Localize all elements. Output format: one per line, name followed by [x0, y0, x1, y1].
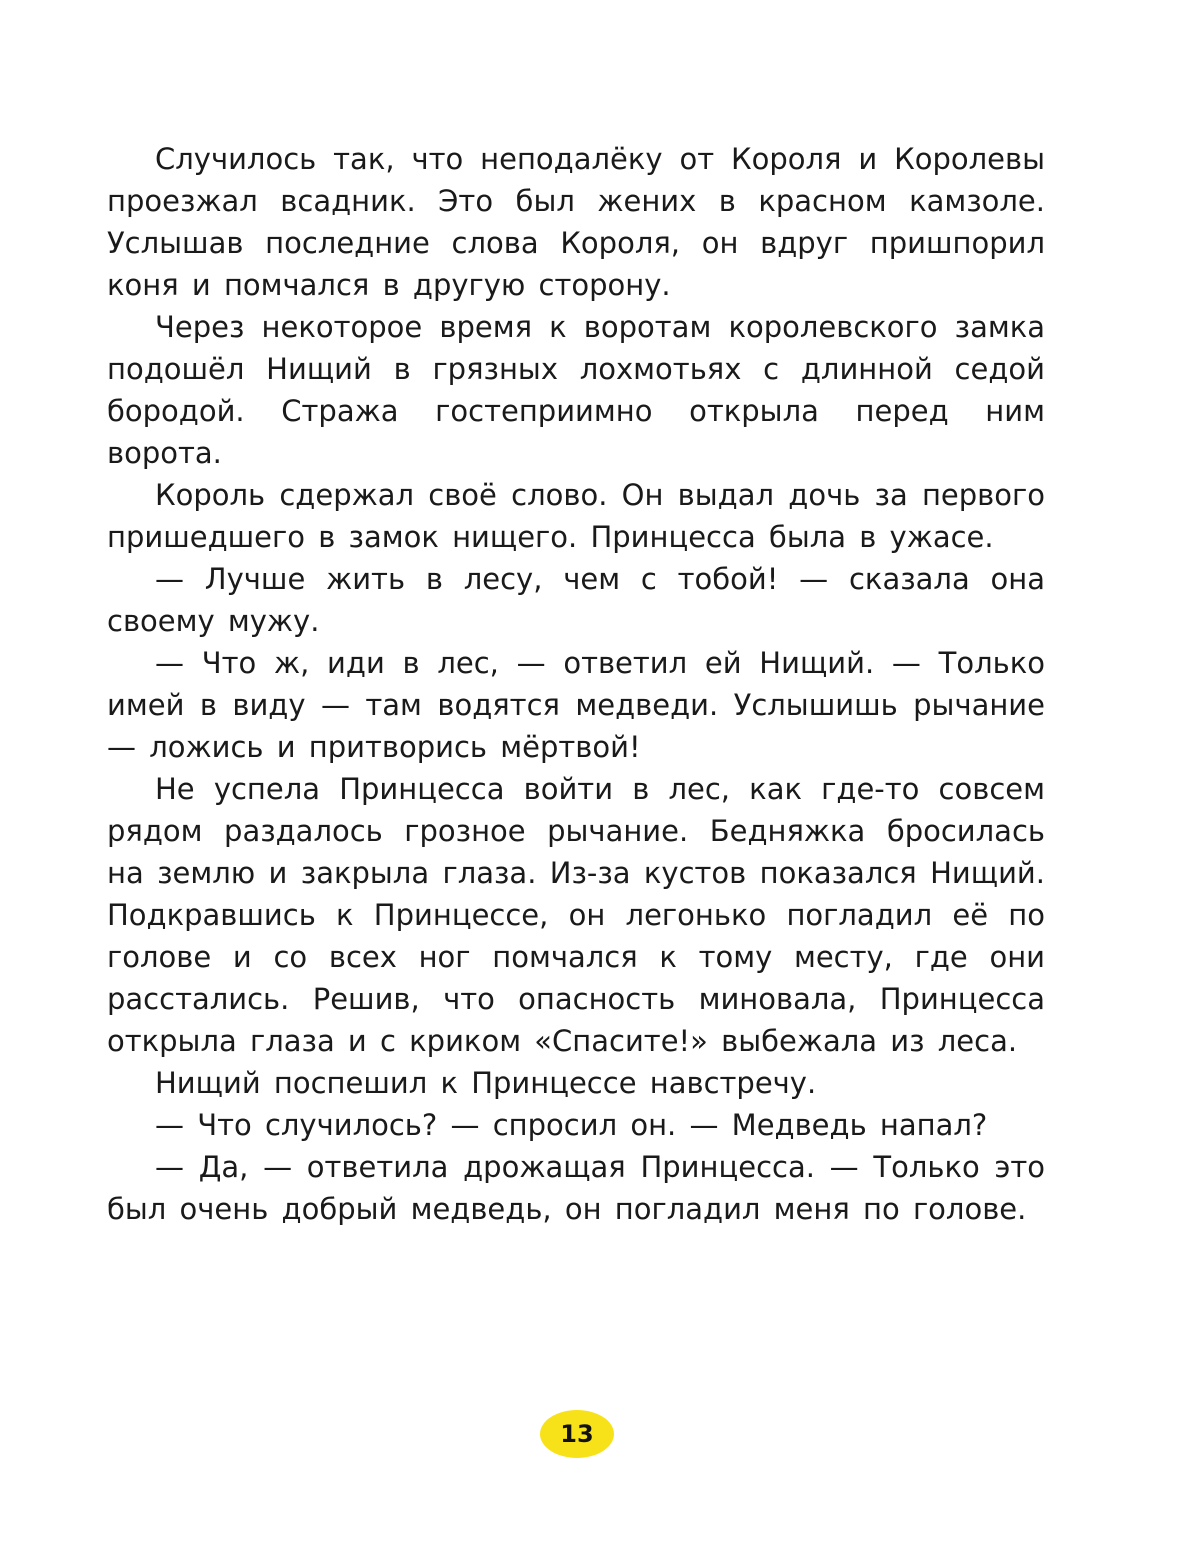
paragraph-6: Не успела Принцесса войти в лес, как где-то совсем рядом раздалось грозное рычание. Бедняжка бросилась на землю и закрыла глаза. Из-за кустов показался Нищий. Подкравшись к Принцессе, он легонько погладил её по голове и со всех ног помчался к тому месту, где они расстались. Решив, что опасность миновала, Принцесса открыла глаза и с криком «Спасите!» выбежала из леса. — [107, 772, 1045, 1058]
page-number-badge — [540, 1410, 614, 1458]
paragraph-1: Случилось так, что неподалёку от Короля и Королевы проезжал всадник. Это был жених в красном камзоле. Услышав последние слова Короля, он вдруг пришпорил коня и помчался в другую сторону. — [107, 142, 1045, 302]
paragraph-3: Король сдержал своё слово. Он выдал дочь за первого пришедшего в замок нищего. Принцесса была в ужасе. — [107, 478, 1045, 554]
paragraph-9: — Да, — ответила дрожащая Принцесса. — Только это был очень добрый медведь, он погладил меня по голове. — [107, 1150, 1045, 1226]
page-number: 13 — [560, 1420, 594, 1448]
paragraph-8: — Что случилось? — спросил он. — Медведь напал? — [155, 1108, 988, 1142]
story-text — [107, 138, 1045, 1230]
paragraph-2: Через некоторое время к воротам королевского замка подошёл Нищий в грязных лохмотьях с длинной седой бородой. Стража гостеприимно открыла перед ним ворота. — [107, 310, 1045, 470]
paragraph-5: — Что ж, иди в лес, — ответил ей Нищий. — Только имей в виду — там водятся медведи. Услышишь рычание — ложись и притворись мёртвой! — [107, 646, 1045, 764]
paragraph-4: — Лучше жить в лесу, чем с тобой! — сказала она своему мужу. — [107, 562, 1045, 638]
paragraph-7: Нищий поспешил к Принцессе навстречу. — [155, 1066, 817, 1100]
